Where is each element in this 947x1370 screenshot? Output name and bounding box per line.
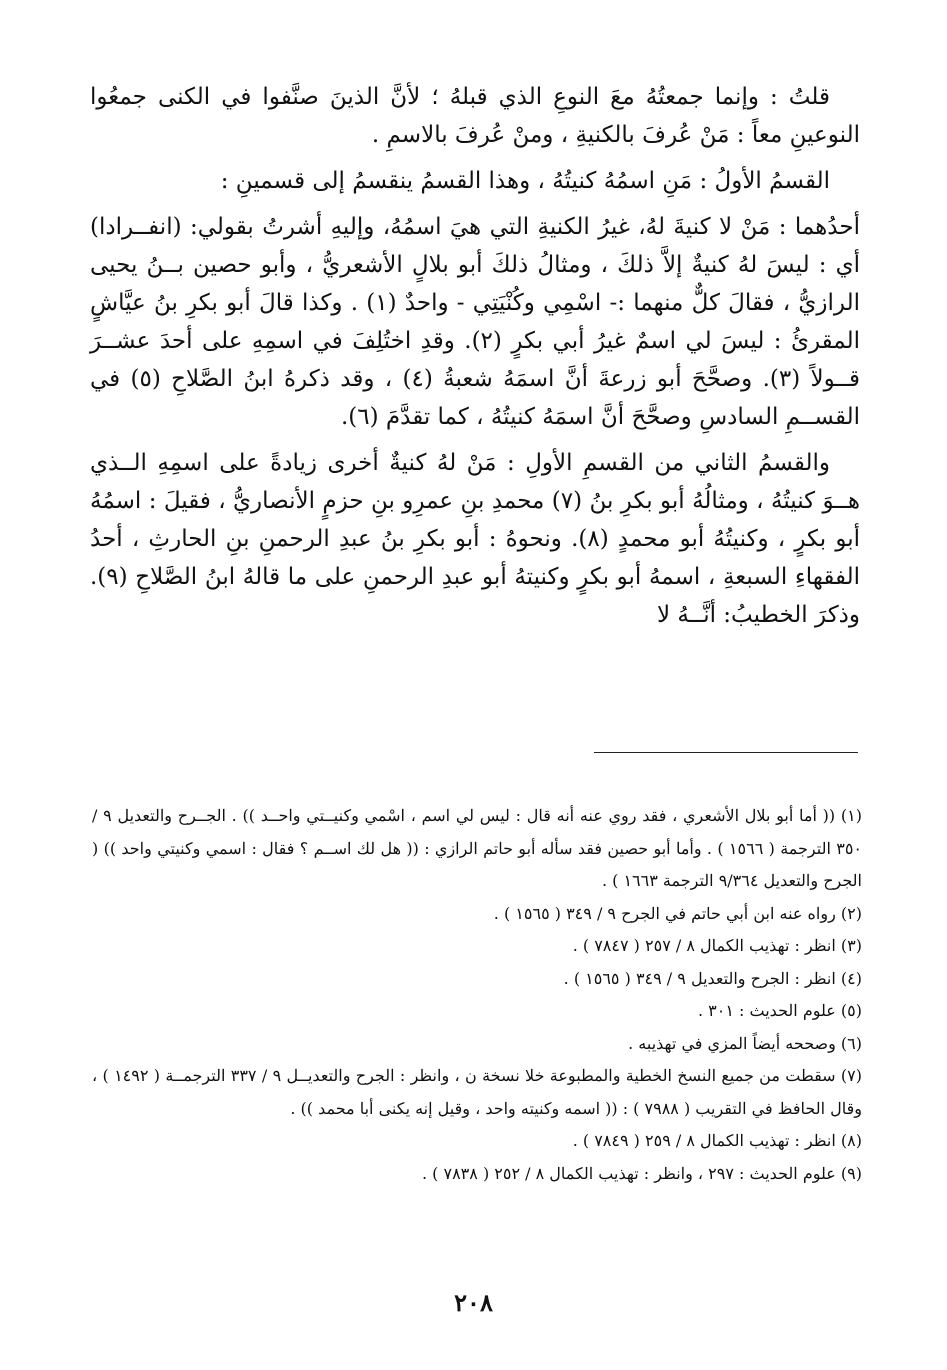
paragraph-1: قلتُ : وإنما جمعتُهُ معَ النوعِ الذي قبلهُ ؛ لأنَّ الذينَ صنَّفوا في الكنى جمعُوا النوعينِ معاً : مَنْ عُرفَ بالكنيةِ ، ومنْ عُرفَ بالاسمِ . [90,84,860,148]
footnote-3: (٣) انظر : تهذيب الكمال ٨ / ٢٥٧ ( ٧٨٤٧ ) . [572,936,862,955]
paragraph-3: أحدُهما : مَنْ لا كنيةَ لهُ، غيرُ الكنيةِ التي هيَ اسمُهُ، وإليهِ أشرتُ بقولي: (انفــرادا) أي : ليسَ لهُ كنيةٌ إلاَّ ذلكَ ، ومثالُ ذلكَ أبو بلالٍ الأشعريُّ ، وأبو حصين بــنُ يحيى الرازيُّ ، فقالَ كلٌّ منهما :- اسْمِي وكُنْيَتِي - واحدٌ (١) . وكذا قالَ أبو بكرِ بنُ عيَّاشٍ المقرئُ : ليسَ لي اسمٌ غيرُ أبي بكرٍ (٢). وقدِ اختُلِفَ في اسمِهِ على أحدَ عشــرَ قــولاً (٣). وصحَّحَ أبو زرعةَ أنَّ اسمَهُ شعبةُ (٤) ، وقد ذكرهُ ابنُ الصَّلاحِ (٥) في القســمِ السادسِ وصحَّحَ أنَّ اسمَهُ كنيتُهُ ، كما تقدَّمَ (٦). [90,214,861,430]
footnote-separator [594,752,858,753]
footnote-5: (٥) علوم الحديث : ٣٠١ . [698,1001,862,1020]
footnote-7: (٧) سقطت من جميع النسخ الخطية والمطبوعة خلا نسخة ن ، وانظر : الجرح والتعديــل ٩ / ٣٣٧ الترجمــة ( ١٤٩٢ ) ، وقال الحافظ في التقريب ( ٧٩٨٨ ) : (( اسمه وكنيته واحد ، وقيل إنه يكنى أبا محمد )) . [92,1066,862,1118]
main-body [90,78,860,642]
footnote-8: (٨) انظر : تهذيب الكمال ٨ / ٢٥٩ ( ٧٨٤٩ ) . [572,1131,862,1150]
footnote-9: (٩) علوم الحديث : ٢٩٧ ، وانظر : تهذيب الكمال ٨ / ٢٥٢ ( ٧٨٣٨ ) . [421,1163,862,1183]
footnote-2: (٢) رواه عنه ابن أبي حاتم في الجرح ٩ / ٣٤٩ ( ١٥٦٥ ) . [493,903,862,923]
paragraph-4: والقسمُ الثاني من القسمِ الأولِ : مَنْ لهُ كنيةٌ أخرى زيادةً على اسمِهِ الــذي هــوَ كنيتُهُ ، ومثالُهُ أبو بكرِ بنُ (٧) محمدِ بنِ عمرِو بنِ حزمٍ الأنصاريُّ ، فقيلَ : اسمُهُ أبو بكرٍ ، وكنيتُهُ أبو محمدٍ (٨). ونحوهُ : أبو بكرِ بنُ عبدِ الرحمنِ بنِ الحارثِ ، أحدُ الفقهاءِ السبعةِ ، اسمهُ أبو بكرٍ وكنيتهُ أبو عبدِ الرحمنِ على ما قالهُ ابنُ الصَّلاحِ (٩). وذكرَ الخطيبُ: أنَّــهُ لا [90,450,860,628]
footnote-4: (٤) انظر : الجرح والتعديل ٩ / ٣٤٩ ( ١٥٦٥ ) . [563,968,862,988]
main-text [90,78,860,634]
paragraph-2: القسمُ الأولُ : مَنِ اسمُهُ كنيتُهُ ، وهذا القسمُ ينقسمُ إلى قسمينِ : [220,168,830,194]
footnotes [92,800,862,1190]
footnote-1: (١) (( أما أبو بلال الأشعري ، فقد روي عنه أنه قال : ليس لي اسم ، اسْمي وكنيــتي واحــد )) . الجــرح والتعديل ٩ / ٣٥٠ الترجمة ( ١٥٦٦ ) . وأما أبو حصين فقد سأله أبو حاتم الرازي : (( هل لك اســم ؟ فقال : اسمي وكنيتي واحد )) ( الجرح والتعديل ٩/٣٦٤ الترجمة ١٦٦٣ ) . [92,806,863,890]
footnote-6: (٦) وصححه أيضاً المزي في تهذيبه . [628,1033,862,1053]
page-number: ٢٠٨ [454,1288,493,1317]
